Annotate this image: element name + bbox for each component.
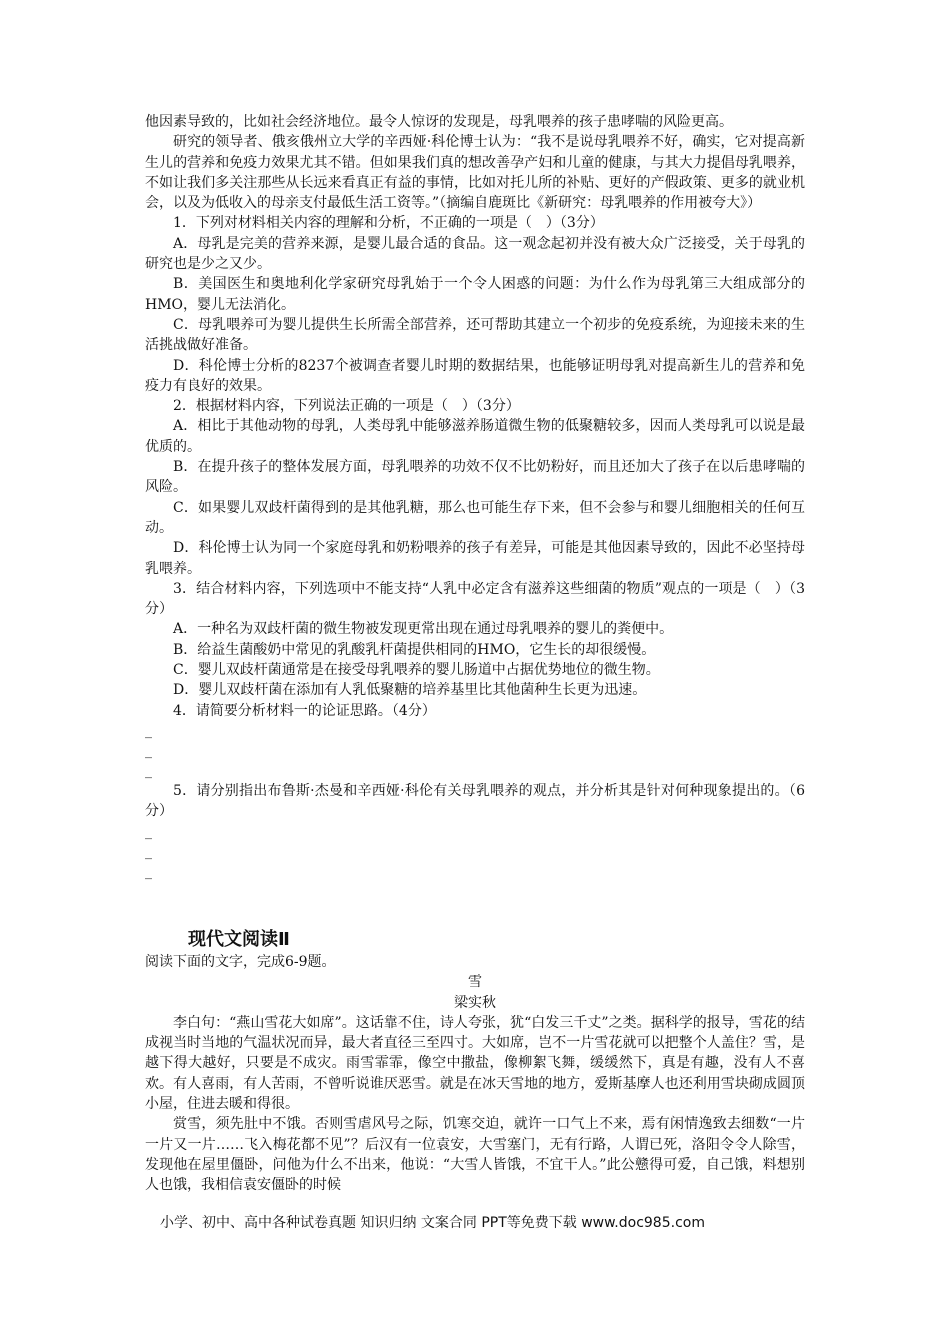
question-option: C．婴儿双歧杆菌通常是在接受母乳喂养的婴儿肠道中占据优势地位的微生物。	[173, 662, 660, 679]
essay-paragraph: 李白句：“燕山雪花大如席”。这话靠不住，诗人夸张，犹“白发三千丈”之类。据科学的报导，雪花的结成视当时当地的气温状况而异，最大者直径三至四寸。大如席，岂不一片雪花就可以把整个人盖住？雪，是越下得大越好，只要是不成灾。雨雪霏霏，像空中撒盐，像柳絮飞舞，缓缓然下，真是有趣，没有人不喜欢。有人喜雨，有人苦雨，不曾听说谁厌恶雪。就是在冰天雪地的地方，爱斯基摩人也还利用雪块砌成圆顶小屋，住进去暖和得很。	[145, 1014, 805, 1113]
question-option: B．美国医生和奥地利化学家研究母乳始于一个令人困惑的问题：为什么作为母乳第三大组成部分的HMO，婴儿无法消化。	[145, 276, 805, 313]
question-option: A．母乳是完美的营养来源，是婴儿最合适的食品。这一观念起初并没有被大众广泛接受，关于母乳的研究也是少之又少。	[145, 235, 805, 273]
essay-title: 雪	[468, 974, 482, 991]
answer-blank[interactable]: _	[145, 762, 152, 779]
section-instruction: 阅读下面的文字，完成6-9题。	[145, 954, 336, 970]
question-option: C．如果婴儿双歧杆菌得到的是其他乳糖，那么也可能生存下来，但不会参与和婴儿细胞相关的任何互动。	[145, 499, 805, 536]
essay-paragraph: 赏雪，须先肚中不饿。否则雪虐风号之际，饥寒交迫，就许一口气上不来，焉有闲情逸致去细数“一片一片又一片……飞入梅花都不见”？后汉有一位袁安，大雪塞门，无有行路，人谓已死，洛阳令令人除雪，发现他在屋里僵卧，问他为什么不出来，他说：“大雪人皆饿，不宜干人。”此公戆得可爱，自己饿，料想别人也饿，我相信袁安僵卧的时候	[145, 1116, 805, 1194]
question-option: D．婴儿双歧杆菌在添加有人乳低聚糖的培养基里比其他菌种生长更为迅速。	[173, 682, 647, 699]
question-stem: 5．请分别指出布鲁斯·杰曼和辛西娅·科伦有关母乳喂养的观点，并分析其是针对何种现象提出的。（6分）	[145, 782, 805, 820]
answer-blank[interactable]: _	[145, 722, 152, 739]
answer-blank[interactable]: _	[145, 742, 152, 759]
question-option: A．相比于其他动物的母乳，人类母乳中能够滋养肠道微生物的低聚糖较多，因而人类母乳可以说是最优质的。	[145, 418, 805, 455]
material-paragraph: 他因素导致的，比如社会经济地位。最令人惊讶的发现是，母乳喂养的孩子患哮喘的风险更高。	[145, 114, 733, 130]
answer-blank[interactable]: _	[145, 863, 152, 880]
question-stem: 2．根据材料内容，下列说法正确的一项是（ ）（3分）	[173, 398, 520, 415]
question-stem: 3．结合材料内容，下列选项中不能支持“人乳中必定含有滋养这些细菌的物质”观点的一项是（ ）（3分）	[145, 580, 805, 618]
answer-blank[interactable]: _	[145, 823, 152, 840]
question-stem: 4．请简要分析材料一的论证思路。（4分）	[173, 702, 436, 719]
footer-banner: 小学、初中、高中各种试卷真题 知识归纳 文案合同 PPT等免费下载 www.doc985.com	[160, 1215, 705, 1231]
question-option: D．科伦博士认为同一个家庭母乳和奶粉喂养的孩子有差异，可能是其他因素导致的，因此不必坚持母乳喂养。	[145, 540, 805, 577]
question-stem: 1．下列对材料相关内容的理解和分析，不正确的一项是（ ）（3分）	[173, 215, 604, 232]
question-option: B．在提升孩子的整体发展方面，母乳喂养的功效不仅不比奶粉好，而且还加大了孩子在以后患哮喘的风险。	[145, 459, 805, 496]
answer-blank[interactable]: _	[145, 843, 152, 860]
question-option: C．母乳喂养可为婴儿提供生长所需全部营养，还可帮助其建立一个初步的免疫系统，为迎接未来的生活挑战做好准备。	[145, 316, 805, 354]
essay-author: 梁实秋	[454, 994, 496, 1011]
essay-block	[145, 952, 805, 1196]
section-title: 现代文阅读Ⅱ	[188, 929, 290, 950]
question-option: D．科伦博士分析的8237个被调查者婴儿时期的数据结果，也能够证明母乳对提高新生儿的营养和免疫力有良好的效果。	[145, 357, 805, 394]
question-option: B．给益生菌酸奶中常见的乳酸乳杆菌提供相同的HMO，它生长的却很缓慢。	[173, 641, 656, 658]
material-block	[145, 112, 805, 882]
material-paragraph: 研究的领导者、俄亥俄州立大学的辛西娅·科伦博士认为：“我不是说母乳喂养不好，确实，它对提高新生儿的营养和免疫力效果尤其不错。但如果我们真的想改善孕产妇和儿童的健康，与其大力提倡母乳喂养，不如让我们多关注那些从长远来看真正有益的事情，比如对托儿所的补贴、更好的产假政策、更多的就业机会，以及为低收入的母亲支付最低生活工资等。”（摘编自鹿斑比《新研究：母乳喂养的作用被夸大》）	[145, 134, 805, 212]
question-option: A．一种名为双歧杆菌的微生物被发现更常出现在通过母乳喂养的婴儿的粪便中。	[173, 621, 674, 638]
